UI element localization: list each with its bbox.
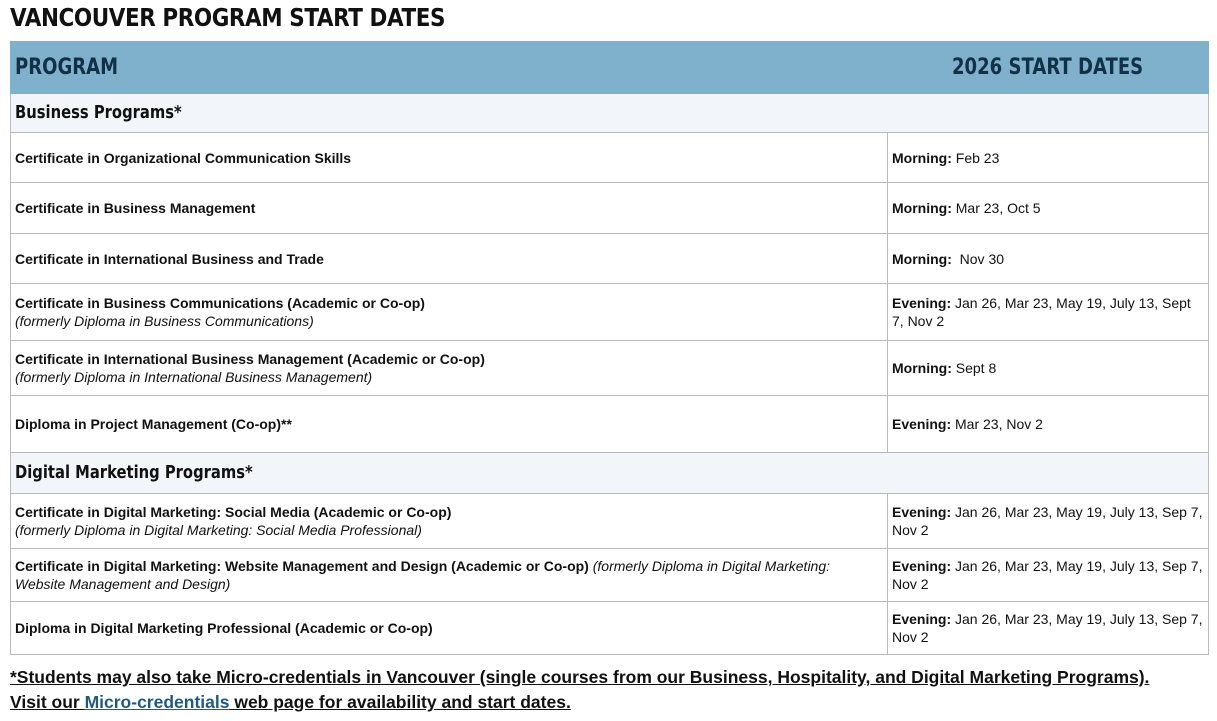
page-title: VANCOUVER PROGRAM START DATES [10, 3, 446, 32]
footnote-line-2: Visit our Micro-credentials web page for availability and start dates. [10, 692, 571, 712]
table-row [11, 494, 1209, 549]
section-heading: Business Programs* [11, 94, 1209, 133]
dates-cell: Morning: Sept 8 [888, 341, 1209, 396]
dates-cell: Evening: Jan 26, Mar 23, May 19, July 13, Sep 7, Nov 2 [888, 549, 1209, 602]
table-row [11, 396, 1209, 453]
program-cell: Certificate in Digital Marketing: Social Media (Academic or Co-op) (formerly Diploma in Digital Marketing: Social Media Professional) [11, 494, 888, 549]
program-cell: Certificate in International Business Management (Academic or Co-op) (formerly Diploma in International Business Management) [11, 341, 888, 396]
table-row [11, 133, 1209, 183]
dates-cell: Morning: Mar 23, Oct 5 [888, 183, 1209, 234]
program-cell: Diploma in Project Management (Co-op)** [11, 396, 888, 453]
dates-cell: Evening: Mar 23, Nov 2 [888, 396, 1209, 453]
program-cell: Certificate in International Business and Trade [11, 234, 888, 284]
program-cell: Certificate in Organizational Communication Skills [11, 133, 888, 183]
section-row-digital-marketing [11, 453, 1209, 494]
program-cell: Diploma in Digital Marketing Professional (Academic or Co-op) [11, 602, 888, 655]
table-row [11, 341, 1209, 396]
section-heading: Digital Marketing Programs* [11, 453, 1209, 494]
dates-cell: Morning: Nov 30 [888, 234, 1209, 284]
table-header-row [11, 42, 1209, 94]
table-row [11, 284, 1209, 341]
section-row-business [11, 94, 1209, 133]
footnote [10, 665, 1215, 715]
dates-cell: Evening: Jan 26, Mar 23, May 19, July 13, Sept 7, Nov 2 [888, 284, 1209, 341]
table-row [11, 183, 1209, 234]
program-column-header: PROGRAM [11, 42, 888, 94]
table-row [11, 602, 1209, 655]
dates-cell: Evening: Jan 26, Mar 23, May 19, July 13, Sep 7, Nov 2 [888, 602, 1209, 655]
dates-cell: Evening: Jan 26, Mar 23, May 19, July 13, Sep 7, Nov 2 [888, 494, 1209, 549]
program-cell: Certificate in Business Management [11, 183, 888, 234]
footnote-line-1: *Students may also take Micro-credentials in Vancouver (single courses from our Business, Hospitality, and Digital Marketing Programs). [10, 667, 1150, 687]
program-cell: Certificate in Digital Marketing: Website Management and Design (Academic or Co-op) (formerly Diploma in Digital Marketing: Website Management and Design) [11, 549, 888, 602]
start-dates-column-header: 2026 START DATES [888, 42, 1209, 94]
table-row [11, 549, 1209, 602]
program-cell: Certificate in Business Communications (Academic or Co-op) (formerly Diploma in Business Communications) [11, 284, 888, 341]
table-row [11, 234, 1209, 284]
start-dates-table [10, 41, 1209, 655]
dates-cell: Morning: Feb 23 [888, 133, 1209, 183]
micro-credentials-link[interactable]: Micro-credentials [84, 692, 230, 712]
